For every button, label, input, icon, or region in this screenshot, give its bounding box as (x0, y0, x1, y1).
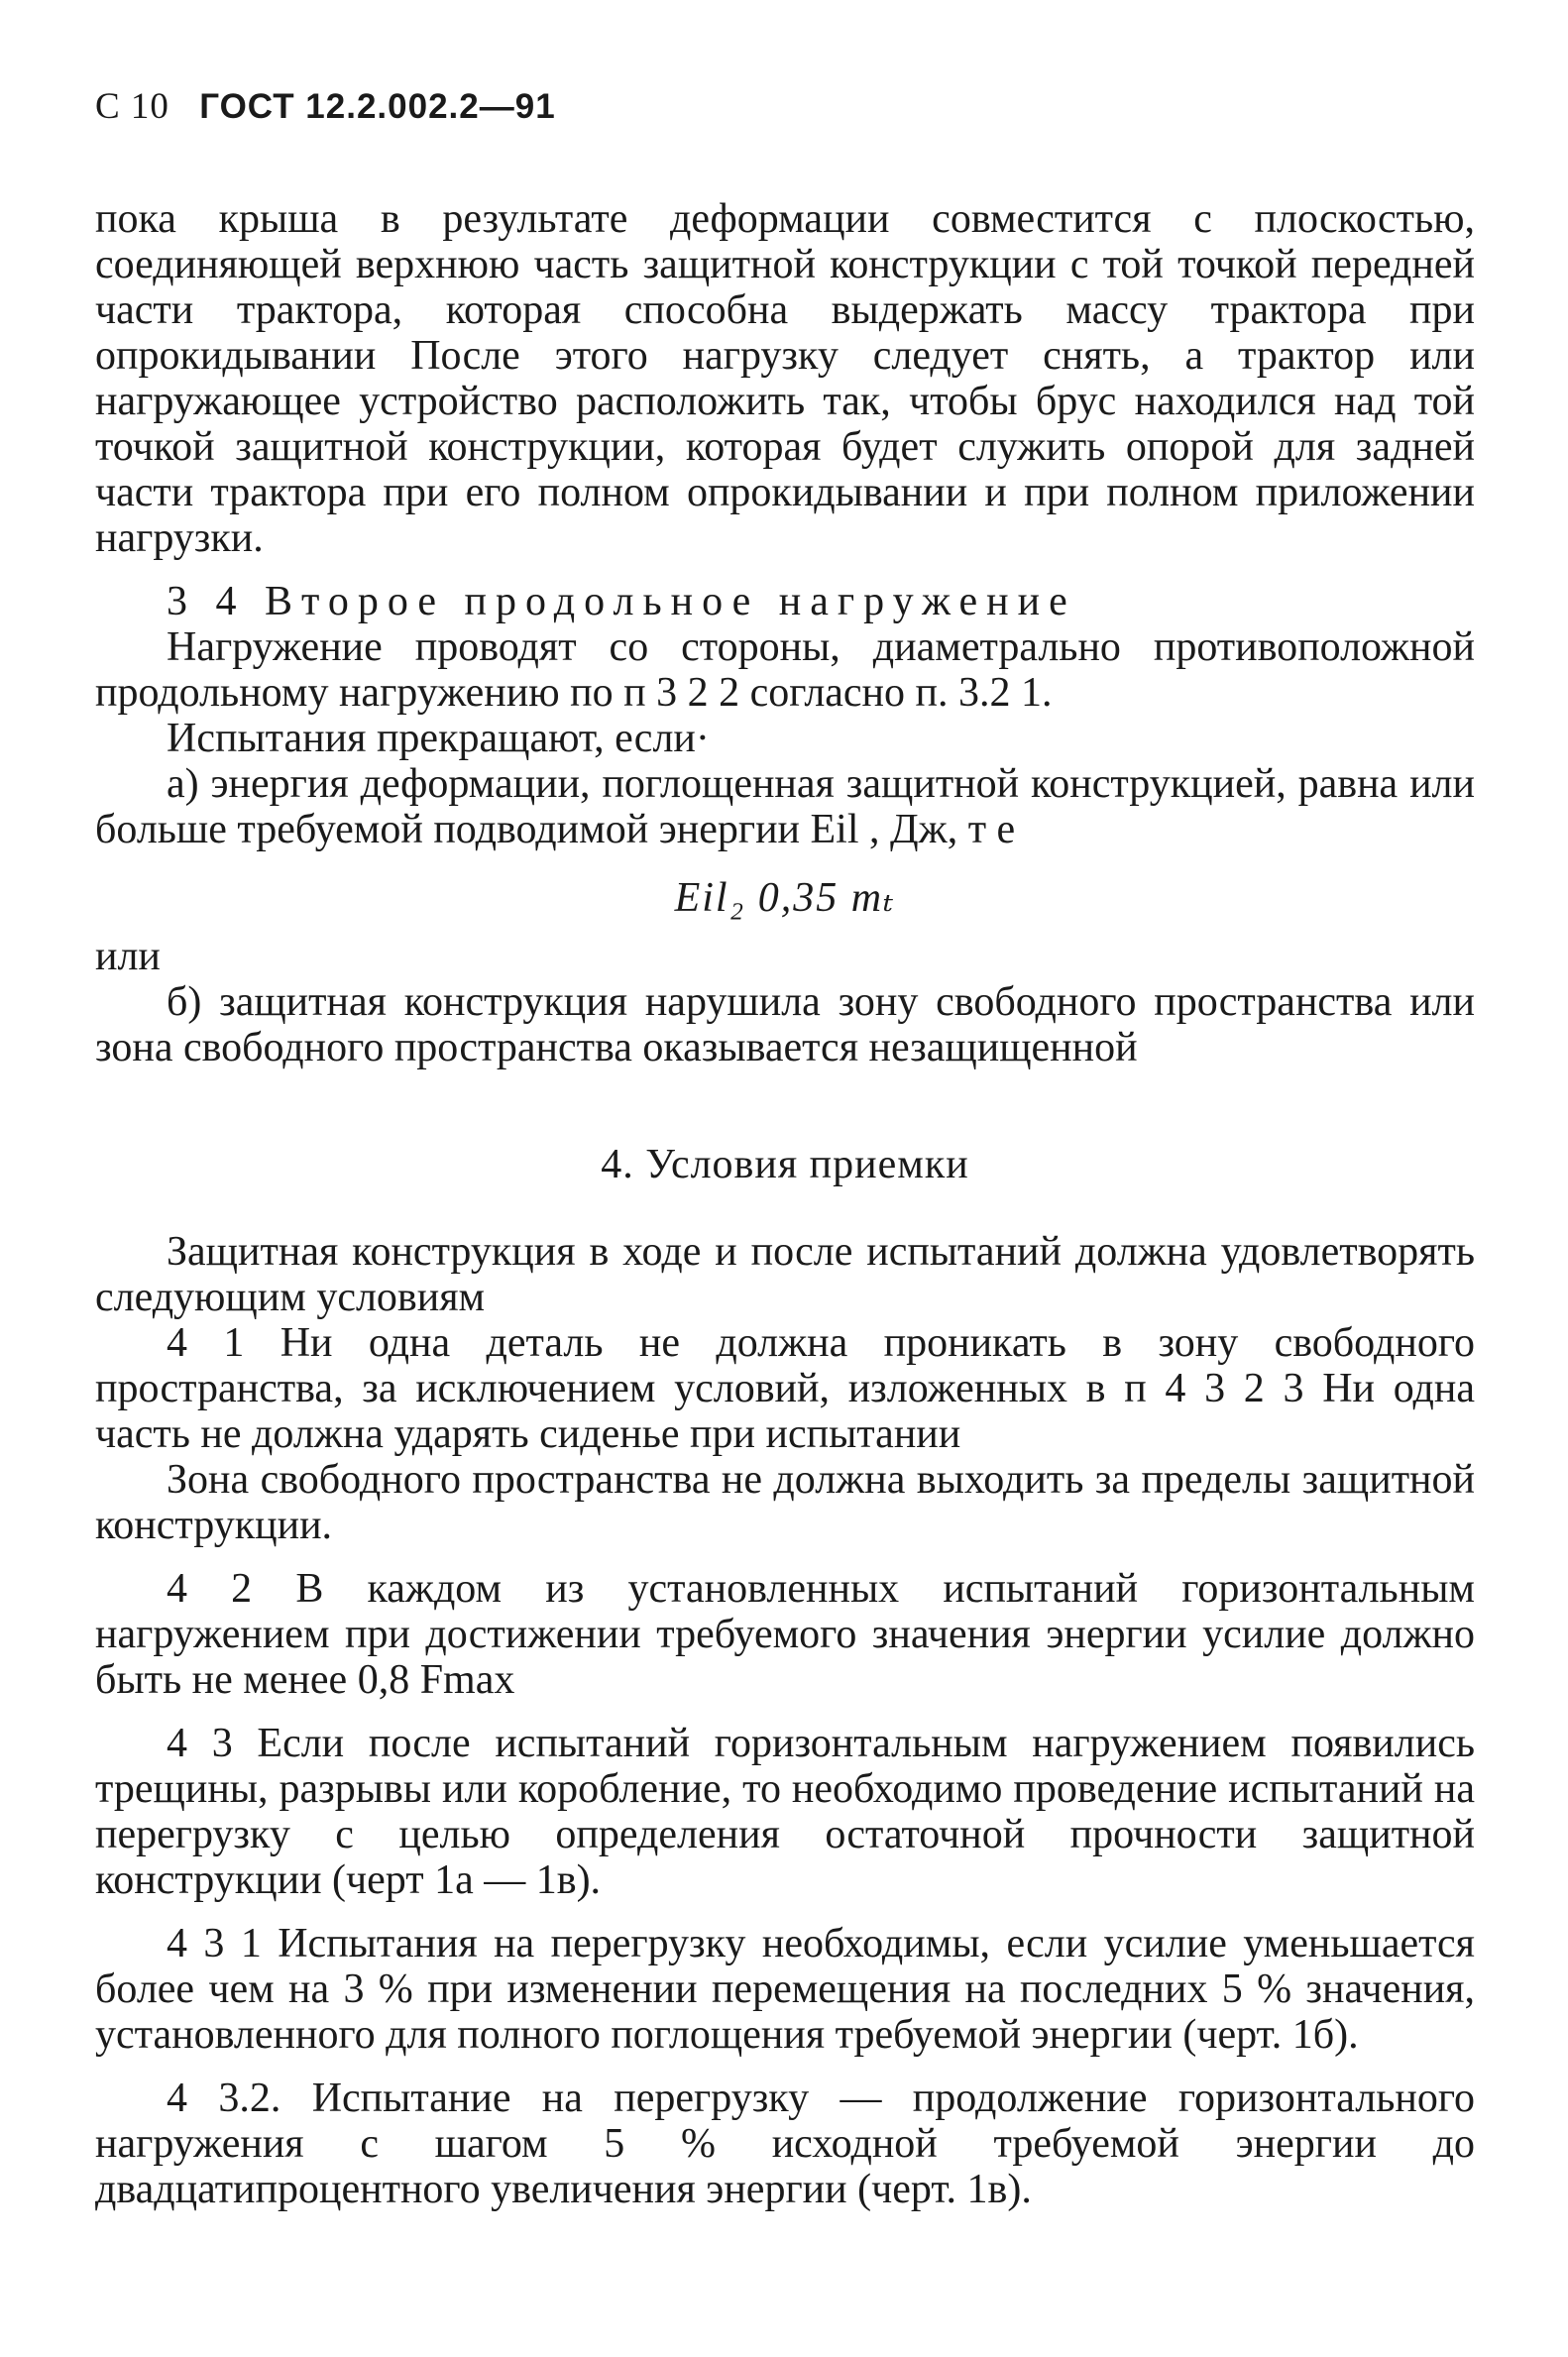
subsection-heading-3-4: 3 4 Второе продольное нагружение (167, 579, 1076, 624)
paragraph-4-3: 4 3 Если после испытаний горизонтальным нагружением появились трещины, разрывы или коробление, то необходимо проведение испытаний на перегрузку с целью определения остаточной прочности защитной конструкции (черт 1а — 1в). (95, 1721, 1475, 1903)
paragraph-4-2: 4 2 В каждом из установленных испытаний горизонтальным нагружением при достижении требуемого значения энергии усилие должно быть не менее 0,8 Fmax (95, 1566, 1475, 1703)
paragraph-4-1: 4 1 Ни одна деталь не должна проникать в зону свободного пространства, за исключением условий, изложенных в п 4 3 2 3 Ни одна часть не должна ударять сиденье при испытании (95, 1320, 1475, 1457)
paragraph-4-3-1: 4 3 1 Испытания на перегрузку необходимы, если усилие уменьшается более чем на 3 % при изменении перемещения на последних 5 % значения, установленного для полного поглощения требуемой энергии (черт. 1б). (95, 1921, 1475, 2058)
section-title-4: 4. Условия приемки (601, 1142, 969, 1187)
paragraph-acceptance-intro: Защитная конструкция в ходе и после испытаний должна удовлетворять следующим условиям (95, 1229, 1475, 1320)
paragraph-4-3-2: 4 3.2. Испытание на перегрузку — продолжение горизонтального нагружения с шагом 5 % исходной требуемой энергии до двадцатипроцентного увеличения энергии (черт. 1в). (95, 2076, 1475, 2212)
document-page (95, 85, 1475, 2212)
page-header (95, 85, 1475, 129)
paragraph-free-space: Зона свободного пространства не должна выходить за пределы защитной конструкции. (95, 1457, 1475, 1548)
paragraph-continuation: пока крыша в результате деформации совместится с плоскостью, соединяющей верхнюю часть защитной конструкции с той точкой передней части трактора, которая способна выдержать массу трактора при опрокидывании После этого нагрузку следует снять, а трактор или нагружающее устройство расположить так, чтобы брус находился над той точкой защитной конструкции, которая будет служить опорой для задней части трактора при его полном опрокидывании и при полном приложении нагрузки. (95, 196, 1475, 561)
paragraph-condition-a: а) энергия деформации, поглощенная защитной конструкцией, равна или больше требуемой подводимой энергии Eil , Дж, т е (95, 761, 1475, 852)
page-number: С 10 (95, 86, 169, 127)
standard-designation: ГОСТ 12.2.002.2—91 (199, 87, 556, 126)
paragraph-condition-b: б) защитная конструкция нарушила зону свободного пространства или зона свободного пространства оказывается незащищенной (95, 979, 1475, 1070)
paragraph-loading-side: Нагружение проводят со стороны, диаметрально противоположной продольному нагружению по п 3 2 2 согласно п. 3.2 1. (95, 624, 1475, 716)
energy-formula: Eil₂ 0,35 mₜ (674, 875, 896, 921)
paragraph-stop-condition: Испытания прекращают, если· (167, 716, 710, 761)
paragraph-or: или (95, 934, 161, 979)
